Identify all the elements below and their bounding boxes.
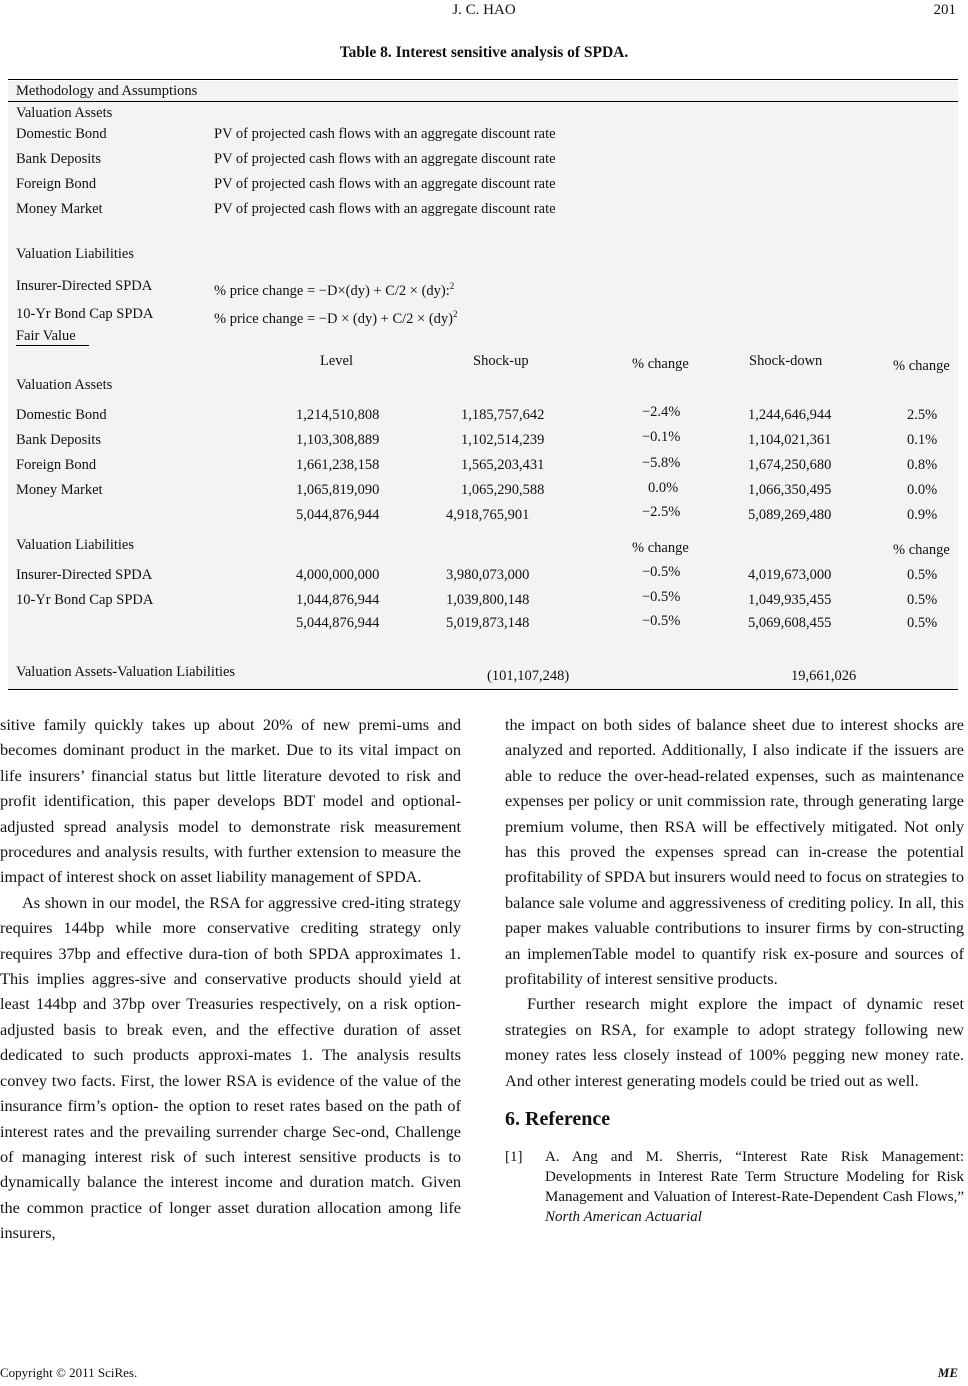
asset-method-desc: PV of projected cash flows with an aggregate discount rate [214,126,556,142]
cell-shock-up: 5,019,873,148 [446,615,530,631]
cell-shock-up: 1,065,290,588 [461,482,545,498]
fair-value-underline [16,345,89,346]
cell-shock-down: 1,244,646,944 [748,407,832,423]
cell-down-pct: 2.5% [907,407,938,423]
cell-shock-down: 5,069,608,455 [748,615,832,631]
cell-down-pct: 0.0% [907,482,938,498]
cell-level: 1,661,238,158 [296,457,380,473]
cell-down-pct: 0.5% [907,592,938,608]
row-label: Insurer-Directed SPDA [16,567,153,583]
cell-level: 1,065,819,090 [296,482,380,498]
reference-text: A. Ang and M. Sherris, “Interest Rate Risk Management: Developments in Interest Rate Term Structure Modeling for Risk Management and Valuation of Interest-Rate-Dependent Cash Flows,” North American Actuarial [545,1148,964,1225]
cell-level: 1,103,308,889 [296,432,380,448]
methodology-rule [8,101,958,102]
valuation-assets-title: Valuation Assets [16,105,113,121]
row-label: Foreign Bond [16,457,97,473]
cell-level: 5,044,876,944 [296,615,380,631]
cell-down-pct: 0.9% [907,507,938,523]
cell-shock-up: 4,918,765,901 [446,507,530,523]
footer-copyright: Copyright © 2011 SciRes. [0,1365,138,1380]
body-paragraph: Further research might explore the impact of dynamic reset strategies on RSA, for example to adopt strategy following new money rates less closely instead of 100% pegging new money rate. And other interest generating models could be tried out as well. [505,994,964,1090]
cell-shock-down: 5,089,269,480 [748,507,832,523]
liabilities-section-title: Valuation Liabilities [16,537,134,553]
cell-shock-down: 1,104,021,361 [748,432,832,448]
row-label: Bank Deposits [16,432,101,448]
col-header-pct-change: % change [632,540,689,556]
liability-method-name: 10-Yr Bond Cap SPDA [16,306,154,322]
col-header-shock-up: Shock-up [473,353,529,369]
asset-method-name: Domestic Bond [16,126,107,142]
body-paragraph: sitive family quickly takes up about 20% of new premi-ums and becomes dominant product in the market. Due to its vital impact on life insurers’ financial status but little literature devoted to risk and profit identification, this paper develops BDT model and optional-adjusted spread analysis model to demonstrate risk measurement procedures and analysis results, with further extension to measure the impact of interest shock on asset liability management of SPDA. [0,715,461,887]
asset-method-name: Foreign Bond [16,176,97,192]
cell-shock-down: 1,066,350,495 [748,482,832,498]
cell-shock-up: 1,102,514,239 [461,432,545,448]
cell-shock-up: 1,039,800,148 [446,592,530,608]
row-label: Money Market [16,482,103,498]
asset-method-desc: PV of projected cash flows with an aggregate discount rate [214,201,556,217]
cell-down-pct: 0.8% [907,457,938,473]
asset-method-name: Bank Deposits [16,151,101,167]
col-header-pct-change: % change [632,356,689,372]
row-label: 10-Yr Bond Cap SPDA [16,592,154,608]
cell-up-pct: −0.5% [642,613,681,629]
asset-method-desc: PV of projected cash flows with an aggregate discount rate [214,151,556,167]
liability-method-formula: % price change = −D × (dy) + C/2 × (dy)$^2$ [214,309,458,327]
liability-method-formula: % price change = −D×(dy) + C/2 × (dy):$^2$ [214,281,455,299]
cell-up-pct: −0.5% [642,564,681,580]
cell-up-pct: −0.1% [642,429,681,445]
running-header-author: J. C. HAO [452,2,516,18]
cell-down-pct: 0.1% [907,432,938,448]
cell-down-pct: 0.5% [907,615,938,631]
cell-level: 1,044,876,944 [296,592,380,608]
reference-item [505,1147,964,1227]
row-label: Domestic Bond [16,407,107,423]
cell-shock-down: 1,674,250,680 [748,457,832,473]
cell-level: 1,214,510,808 [296,407,380,423]
cell-up-pct: −5.8% [642,455,681,471]
col-header-shock-down: Shock-down [749,353,823,369]
methodology-title: Methodology and Assumptions [16,83,198,99]
cell-shock-up: 1,565,203,431 [461,457,545,473]
net-label: Valuation Assets-Valuation Liabilities [16,664,236,680]
net-shock-up: (101,107,248) [487,668,570,684]
fair-value-title: Fair Value [16,328,76,344]
cell-shock-up: 1,185,757,642 [461,407,545,423]
page-number: 201 [933,2,956,18]
net-shock-down: 19,661,026 [791,668,857,684]
footer-journal: ME [937,1365,958,1380]
table-caption: Table 8. Interest sensitive analysis of SPDA. [339,44,629,61]
cell-up-pct: −2.5% [642,504,681,520]
cell-shock-down: 4,019,673,000 [748,567,832,583]
assets-section-title: Valuation Assets [16,377,113,393]
reference-number: [1] [505,1148,523,1165]
liability-method-name: Insurer-Directed SPDA [16,278,153,294]
col-header-pct-change: % change [893,542,950,558]
body-column-left [0,712,461,1246]
table-bottom-rule [8,689,958,690]
col-header-pct-change: % change [893,358,950,374]
section-heading: 6. Reference [505,1108,611,1131]
cell-down-pct: 0.5% [907,567,938,583]
cell-shock-down: 1,049,935,455 [748,592,832,608]
cell-up-pct: −0.5% [642,589,681,605]
cell-level: 4,000,000,000 [296,567,380,583]
asset-method-desc: PV of projected cash flows with an aggregate discount rate [214,176,556,192]
cell-level: 5,044,876,944 [296,507,380,523]
valuation-liabilities-title: Valuation Liabilities [16,246,134,262]
table-top-rule [8,79,958,80]
cell-up-pct: 0.0% [648,480,679,496]
asset-method-name: Money Market [16,201,103,217]
reference-journal: North American Actuarial [545,1208,702,1225]
cell-up-pct: −2.4% [642,404,681,420]
body-paragraph: the impact on both sides of balance sheet due to interest shocks are analyzed and reported. Additionally, I also indicate if the issuers are able to reduce the over-head-related expenses, such as maintenance expenses per policy or unit commission rate, through generating large premium volume, then RSA will be effectively mitigated. Not only has this proved the expenses spread can in-crease the potential profitability of SPDA but insurers would need to focus on strategies to balance sale volume and aggressiveness of crediting policy. In all, this paper makes valuable contributions to insurer firms by con-structing an implemenTable model to quantify risk ex-posure and sources of profitability of interest sensitive products. [505,715,964,989]
cell-shock-up: 3,980,073,000 [446,567,530,583]
body-column-right [505,712,964,1227]
body-paragraph: As shown in our model, the RSA for aggressive cred-iting strategy requires 144bp while more conservative crediting strategy only requires 37bp and effective dura-tion of both SPDA approximates 1. This implies aggres-sive and conservative products should yield at least 144bp and 37bp over Treasuries respectively, on a risk option-adjusted basis to break even, and the effective duration of asset dedicated to such products approxi-mates 1. The analysis results convey two facts. First, the lower RSA is evidence of the value of the insurance firm’s option- the option to reset rates based on the path of interest rates and the prevailing surrender charge Sec-ond, Challenge of managing interest risk of such interest sensitive products is to dynamically balance the interest income and duration match. Given the common practice of longer asset duration allocation among life insurers, [0,892,461,1243]
col-header-level: Level [320,353,354,369]
